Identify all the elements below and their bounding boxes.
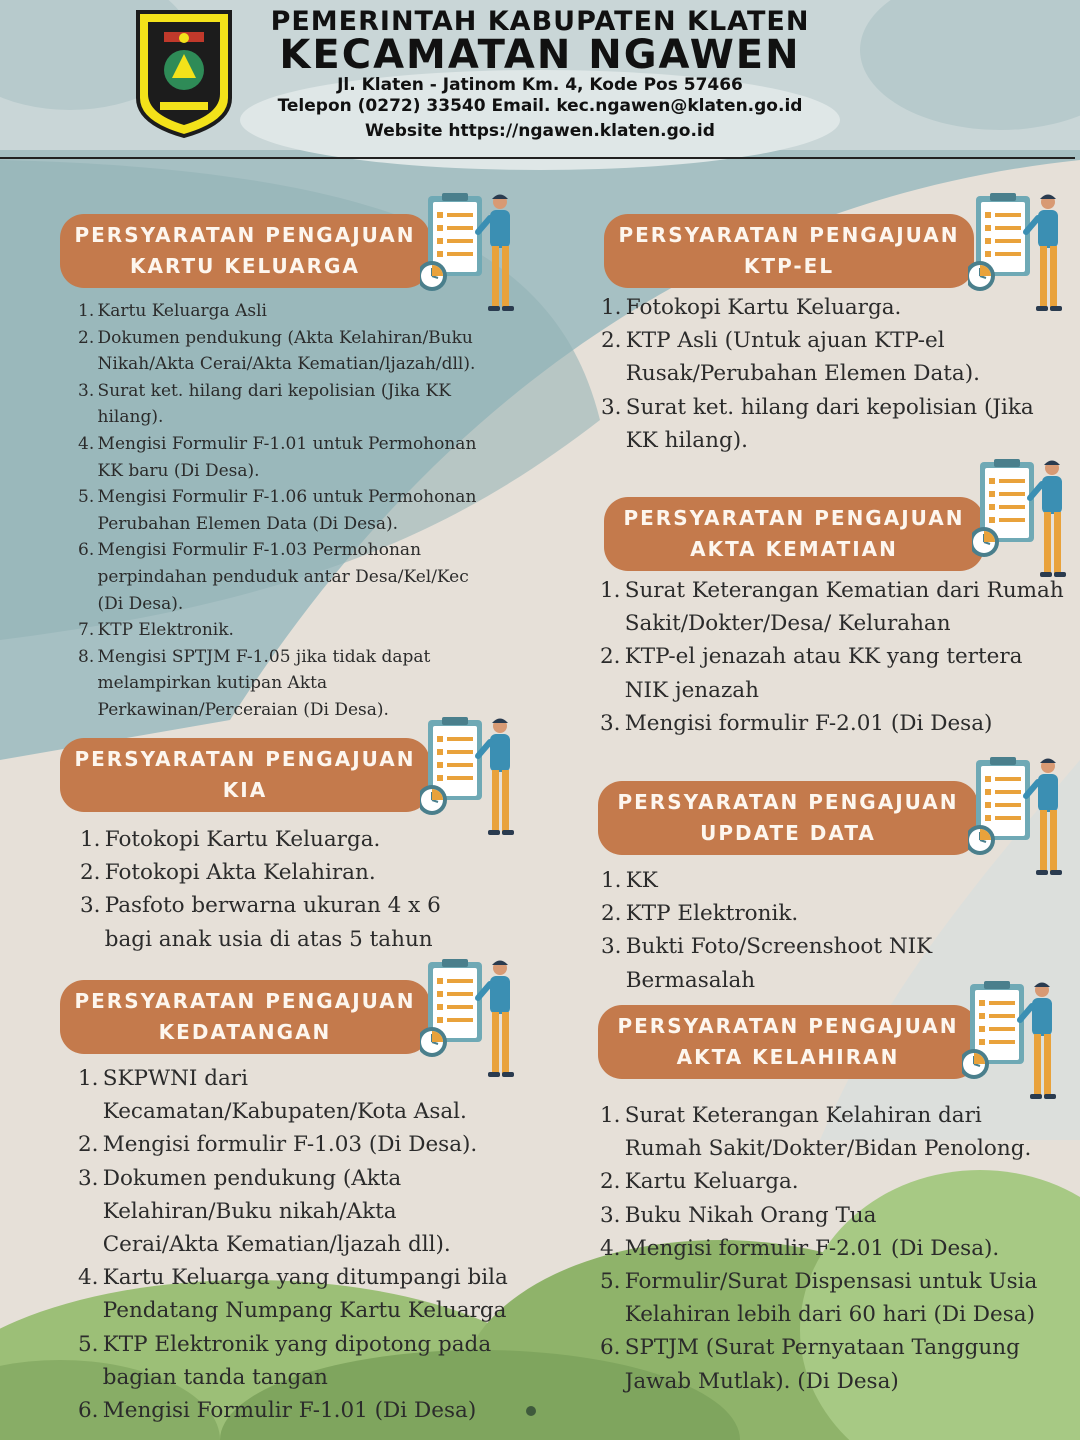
list-item-number: 4. [600,1235,621,1261]
list-item-text: Kartu Keluarga. [624,1169,799,1195]
list-item [78,1328,508,1394]
list-item-text: KTP Elektronik. [625,901,799,927]
list-item [78,298,488,325]
list-item-text: Surat ket. hilang dari kepolisian (Jika KK hilang). [97,380,451,428]
list-item [78,1261,508,1327]
list-item-text: Kartu Keluarga yang ditumpangi bila Pendatang Numpang Kartu Keluarga [102,1265,508,1324]
list-item-number: 1. [600,578,621,603]
list-item-text: Dokumen pendukung (Akta Kelahiran/Buku Nikah/Akta Cerai/Akta Kematian/ljazah/dll). [97,327,476,375]
contact-text: Telepon (0272) 33540 Email. kec.ngawen@klaten.go.id [277,96,803,116]
list-item-number: 3. [601,934,622,960]
kelahiran-title-line2: AKTA KELAHIRAN [676,1045,900,1069]
list-item [80,856,490,889]
list-item [600,574,1065,640]
list-item-number: 5. [78,1331,99,1357]
list-item [601,391,1061,457]
list-item-number: 1. [78,301,95,321]
list-item-text: KTP-el jenazah atau KK yang tertera NIK jenazah [624,644,1023,703]
district-name: KECAMATAN NGAWEN [279,32,801,78]
list-item-text: Surat Keterangan Kematian dari Rumah Sakit/Dokter/Desa/ Kelurahan [624,578,1064,637]
list-item [600,1099,1040,1165]
list-item [78,1128,508,1161]
list-item-text: Mengisi Formulir F-1.01 untuk Permohonan KK baru (Di Desa). [97,433,477,481]
list-item-number: 6. [78,540,95,561]
list-item-number: 3. [601,394,622,420]
list-item [78,325,488,378]
kk-section-title [60,214,430,288]
list-item-text: Formulir/Surat Dispensasi untuk Usia Kelahiran lebih dari 60 hari (Di Desa) [624,1269,1038,1328]
list-item-text: Buku Nikah Orang Tua [624,1202,877,1228]
list-item [601,291,1061,324]
kia-section-title [60,738,430,812]
clipboard-person-icon [972,458,1080,592]
list-item-text: Fotokopi Kartu Keluarga. [625,295,902,320]
list-item-number: 1. [78,1066,99,1091]
list-item-number: 1. [80,827,101,852]
list-item-text: Mengisi Formulir F-1.06 untuk Permohonan Perubahan Elemen Data (Di Desa). [97,487,477,534]
list-item-number: 2. [600,1169,621,1195]
list-item-number: 3. [80,893,101,919]
website-text: Website https://ngawen.klaten.go.id [365,121,715,141]
kelahiran-title-line1: PERSYARATAN PENGAJUAN [617,1014,959,1038]
list-item-number: 2. [80,860,101,886]
list-item-number: 3. [600,710,621,736]
kelahiran-requirements-list [600,1099,1040,1398]
list-item-number: 2. [601,328,622,354]
address-text: Jl. Klaten - Jatinom Km. 4, Kode Pos 57466 [337,75,743,95]
update-section-title [598,781,978,855]
kematian-requirements-list [600,574,1065,740]
ktp-title-line1: PERSYARATAN PENGAJUAN [618,223,960,247]
list-item-text: KTP Elektronik yang dipotong pada bagian tanda tangan [102,1331,492,1390]
list-item [600,1165,1040,1198]
list-item [601,897,1066,930]
list-item [78,1062,508,1128]
list-item-text: KTP Asli (Untuk ajuan KTP-el Rusak/Perubahan Elemen Data). [625,328,980,387]
list-item [78,431,488,484]
kk-title-line2: KARTU KELUARGA [130,254,360,278]
ktp-requirements-list [601,291,1061,457]
ktp-title-line2: KTP-EL [743,254,835,278]
list-item [78,537,488,617]
list-item [600,1331,1040,1397]
list-item [78,378,488,431]
header-divider [0,157,1075,159]
list-item [600,1232,1040,1265]
kematian-title-line2: AKTA KEMATIAN [690,537,898,561]
list-item-text: Surat Keterangan Kelahiran dari Rumah Sakit/Dokter/Bidan Penolong. [624,1103,1032,1162]
update-requirements-list [601,864,1066,997]
kk-requirements-list [78,298,488,724]
list-item-number: 5. [78,487,95,508]
list-item-text: SPTJM (Surat Pernyataan Tanggung Jawab Mutlak). (Di Desa) [624,1335,1020,1394]
list-item-text: KTP Elektronik. [97,620,234,641]
kedatangan-title-line2: KEDATANGAN [158,1020,332,1044]
kk-title-line1: PERSYARATAN PENGAJUAN [74,223,416,247]
list-item [600,707,1065,740]
list-item-number: 2. [601,901,622,927]
list-item [601,864,1066,897]
header [0,0,1080,160]
ktp-section-title [604,214,974,288]
list-item-number: 5. [600,1269,621,1295]
list-item [600,1265,1040,1331]
list-item-text: Mengisi Formulir F-1.01 (Di Desa) [102,1398,477,1424]
list-item-text: SKPWNI dari Kecamatan/Kabupaten/Kota Asal. [102,1066,467,1125]
list-item-number: 2. [78,1132,99,1158]
update-title-line1: PERSYARATAN PENGAJUAN [617,790,959,814]
list-item-text: Fotokopi Akta Kelahiran. [104,860,376,886]
list-item-number: 2. [78,327,95,348]
kedatangan-section-title [60,980,430,1054]
kia-title-line1: PERSYARATAN PENGAJUAN [74,747,416,771]
list-item [78,1162,508,1262]
page-dot [526,1406,536,1416]
list-item-text: Mengisi formulir F-2.01 (Di Desa) [624,710,993,736]
list-item-number: 6. [78,1398,99,1424]
list-item-number: 4. [78,1265,99,1291]
list-item-text: Mengisi Formulir F-1.03 Permohonan perpindahan penduduk antar Desa/Kel/Kec (Di Desa). [97,540,469,614]
list-item [78,644,488,724]
kia-title-line2: KIA [222,778,268,802]
kedatangan-requirements-list [78,1062,508,1427]
update-title-line2: UPDATE DATA [700,821,876,845]
kia-requirements-list [80,823,490,956]
list-item [78,1394,508,1427]
klaten-emblem-icon [134,8,234,138]
list-item-text: Mengisi SPTJM F-1.05 jika tidak dapat melampirkan kutipan Akta Perkawinan/Perceraian (Di Desa). [97,646,431,720]
list-item-number: 2. [600,644,621,670]
list-item-number: 1. [601,295,622,320]
government-name: PEMERINTAH KABUPATEN KLATEN [270,6,810,37]
kematian-section-title [604,497,984,571]
list-item [601,324,1061,390]
list-item-text: Fotokopi Kartu Keluarga. [104,827,381,852]
list-item-text: KK [625,868,658,893]
list-item-number: 4. [78,433,95,454]
list-item [600,1199,1040,1232]
list-item-text: Mengisi formulir F-2.01 (Di Desa). [624,1235,1000,1261]
list-item [78,617,488,644]
list-item-number: 1. [601,868,622,893]
kedatangan-title-line1: PERSYARATAN PENGAJUAN [74,989,416,1013]
list-item-text: Surat ket. hilang dari kepolisian (Jika KK hilang). [625,394,1034,453]
list-item [80,823,490,856]
list-item [78,484,488,537]
list-item-number: 3. [78,380,95,401]
list-item-text: Pasfoto berwarna ukuran 4 x 6 bagi anak usia di atas 5 tahun [104,893,441,952]
list-item-text: Dokumen pendukung (Akta Kelahiran/Buku nikah/Akta Cerai/Akta Kematian/ljazah dll). [102,1165,451,1258]
list-item-number: 6. [600,1335,621,1361]
list-item [600,640,1065,706]
list-item-text: Kartu Keluarga Asli [97,301,267,321]
list-item-number: 8. [78,646,95,667]
kelahiran-section-title [598,1005,978,1079]
list-item [80,889,490,955]
list-item-number: 3. [600,1202,621,1228]
list-item-text: Mengisi formulir F-1.03 (Di Desa). [102,1132,478,1158]
kematian-title-line1: PERSYARATAN PENGAJUAN [623,506,965,530]
clipboard-person-icon [962,980,1072,1114]
list-item-number: 3. [78,1165,99,1191]
list-item-number: 1. [600,1103,621,1128]
list-item-number: 7. [78,620,95,641]
list-item-text: Bukti Foto/Screenshoot NIK Bermasalah [625,934,933,993]
